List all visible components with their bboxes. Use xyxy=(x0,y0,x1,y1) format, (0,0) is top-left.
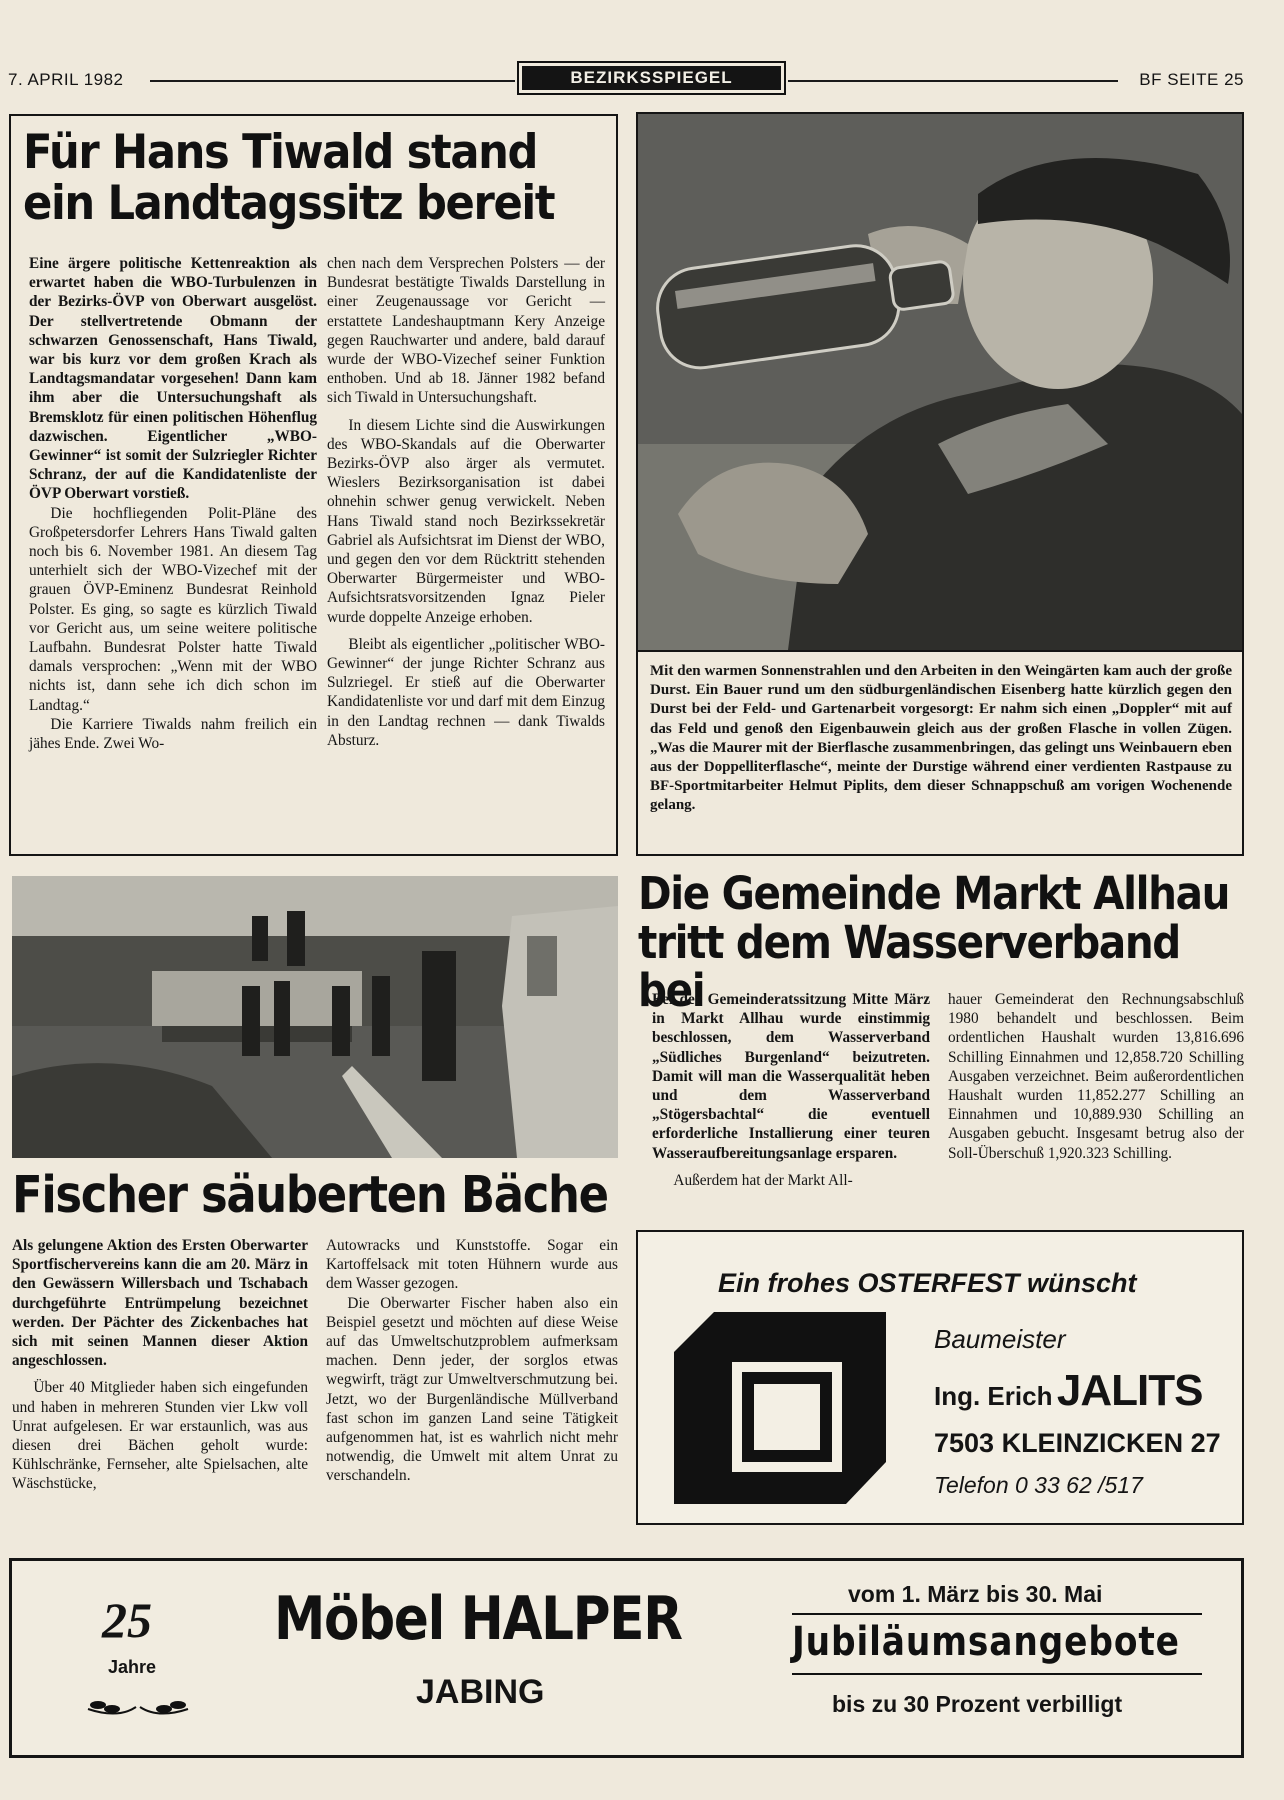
article-fischer-column-1 xyxy=(12,1236,308,1494)
ad-halper-years-label: Jahre xyxy=(108,1657,157,1677)
ad-jalits-title: Baumeister xyxy=(934,1324,1066,1354)
ad-halper-years-number: 25 xyxy=(102,1592,152,1648)
article-tiwald-column-2 xyxy=(327,254,605,750)
ad-jalits-phone: Telefon 0 33 62 /517 xyxy=(934,1472,1143,1498)
photo-fishermen xyxy=(12,876,618,1158)
ad-jalits-name-prefix: Ing. Erich xyxy=(934,1381,1053,1411)
headline-line-1: Für Hans Tiwald stand xyxy=(23,125,538,180)
ad-jalits-box xyxy=(636,1230,1244,1525)
section-label: BEZIRKSSPIEGEL xyxy=(522,66,781,90)
ad-halper-company: Möbel HALPER xyxy=(274,1584,682,1654)
article-allhau-column-2 xyxy=(948,990,1244,1163)
article-tiwald-headline xyxy=(23,125,612,231)
article-tiwald-paragraph: chen nach dem Versprechen Polsters — der Bundesrat bestätigte Tiwalds Darstellung in einer Zeugenaussage vor Gericht — erstattete Landeshauptmann Kery Anzeige gegen Rauchwarter und andere, bald darauf wurde der WBO-Vizechef seiner Funktion enthoben. Und ab 18. Jänner 1982 befand sich Tiwald in Untersuchungshaft. xyxy=(327,255,605,407)
article-tiwald-box xyxy=(9,114,618,856)
article-fischer-paragraph: Die Oberwarter Fischer haben also ein Beispiel gesetzt und möchten auf diese Weise auf das Umweltschutzproblem aufmerksam machen. Denn jeder, der sorglos etwas wegwirft, trägt zur Umweltverschmutzung bei. Jetzt, wo der Burgenländische Müllverband fast schon im ganzen Land seine Tätigkeit aufgenommen hat, ist es wahrlich nicht mehr notwendig, die Umwelt mit altem Unrat zu verschandeln. xyxy=(326,1294,618,1485)
ad-halper-period: vom 1. März bis 30. Mai xyxy=(848,1581,1103,1607)
article-allhau-column-1 xyxy=(652,990,930,1190)
article-tiwald-paragraph: Bleibt als eigentlicher „politischer WBO-Gewinner“ der junge Richter Schranz aus Sulzriegel. Er stieß auf die Oberwarter Kandidatenliste vor und darf mit dem Einzug in den Landtag rechnen — dank Tiwalds Absturz. xyxy=(327,635,605,749)
article-tiwald-lead: Eine ärgere politische Kettenreaktion als erwartet haben die WBO-Turbulenzen in der Bezirks-ÖVP von Oberwart ausgelöst. Der stellvertretende Obmann der schwarzen Genossenschaft, Hans Tiwald, war bis kurz vor dem großen Krach als Landtagsmandatar vorgesehen! Dann kam ihm aber die Untersuchungshaft als Bremsklotz für einen politischen Höhenflug dazwischen. Eigentlicher „WBO-Gewinner“ ist somit der Sulzriegler Richter Schranz, der auf die Kandidatenliste der ÖVP Oberwart vorstieß. xyxy=(29,255,317,503)
article-tiwald-column-1 xyxy=(29,254,317,753)
article-fischer-paragraph: Autowracks und Kunststoffe. Sogar ein Kartoffelsack mit toten Hühnern wurde aus dem Wasser gezogen. xyxy=(326,1237,618,1293)
ad-halper-city: JABING xyxy=(416,1673,545,1711)
article-tiwald-paragraph: Die Karriere Tiwalds nahm freilich ein jähes Ende. Zwei Wo- xyxy=(29,715,317,753)
photo-farmer-drinking xyxy=(638,114,1242,650)
article-fischer-lead: Als gelungene Aktion des Ersten Oberwarter Sportfischervereins kann die am 20. März in den Gewässern Willersbach und Tschabach durchgeführte Entrümpelung bezeichnet werden. Der Pächter des Zickenbaches hat sich mit seinen Mannen dieser Aktion angeschlossen. xyxy=(12,1237,308,1370)
ad-halper-rule-bottom xyxy=(792,1673,1202,1675)
farmer-drinking-illustration xyxy=(638,114,1242,650)
header-rule-right xyxy=(788,80,1118,82)
article-tiwald-paragraph: Die hochfliegenden Polit-Pläne des Großpetersdorfer Lehrers Hans Tiwald galten noch bis 6. November 1981. An diesem Tag unterhielt sich der WBO-Vizechef mit der grauen ÖVP-Eminenz Bundesrat Reinhold Polster. Es ging, so sagte es kürzlich Tiwald vor Gericht aus, um seine weitere politische Laufbahn. Bundesrat Polster hatte Tiwald damals versprochen: „Wenn mit der WBO nichts ist, dann sehe ich dich schon im Landtag.“ xyxy=(29,504,317,714)
article-fischer-paragraph: Über 40 Mitglieder haben sich eingefunden und haben in mehreren Stunden vier Lkw voll Unrat aufgelesen. Er war erstaunlich, was aus diesen drei Bächen geholt wurde: Kühlschränke, Fernseher, alte Spielsachen, alte Wäschstücke, xyxy=(12,1379,308,1493)
ad-halper-box xyxy=(9,1558,1244,1758)
article-fischer-headline: Fischer säuberten Bäche xyxy=(12,1166,608,1225)
headline-line-2: ein Landtagssitz bereit xyxy=(23,175,555,231)
ad-jalits-logo-icon xyxy=(674,1312,886,1504)
headline-line-2: tritt dem Wasserverband bei xyxy=(638,915,1180,1018)
headline-line-1: Die Gemeinde Markt Allhau xyxy=(638,867,1230,920)
ad-jalits-name xyxy=(934,1366,1203,1416)
article-fischer-column-2 xyxy=(326,1236,618,1486)
fishermen-cleanup-illustration xyxy=(12,876,618,1158)
photo-farmer-box xyxy=(636,112,1244,856)
ad-jalits-address: 7503 KLEINZICKEN 27 xyxy=(934,1428,1221,1458)
article-allhau-paragraph: Außerdem hat der Markt All- xyxy=(673,1171,853,1189)
header-rule-left xyxy=(150,80,515,82)
page-number: BF SEITE 25 xyxy=(1139,70,1244,89)
ad-jalits-name-main: JALITS xyxy=(1056,1366,1203,1415)
section-label-box xyxy=(517,61,786,95)
ad-halper-discount: bis zu 30 Prozent verbilligt xyxy=(832,1691,1123,1717)
caption-divider xyxy=(638,650,1242,652)
photo-farmer-caption: Mit den warmen Sonnenstrahlen und den Arbeiten in den Weingärten kam auch der große Durst. Ein Bauer rund um den südburgenländischen Eisenberg hatte kürzlich gegen den Durst bei der Feld- und Gartenarbeit vorgesorgt: Er nahm sich einen „Doppler“ mit auf das Feld und genoß den Eigenbauwein gleich aus der großen Flasche in vollen Zügen. „Was die Maurer mit der Bierflasche zusammenbringen, das gelingt uns Weinbauern eben aus der Doppelliterflasche“, meinte der Durstige während einer verdienten Rastpause zu BF-Sportmitarbeiter Helmut Piplits, dem dieser Schnappschuß am vorigen Wochenende gelang. xyxy=(650,663,1232,814)
ad-halper-offer: Jubiläumsangebote xyxy=(792,1619,1180,1665)
article-tiwald-paragraph: In diesem Lichte sind die Auswirkungen des WBO-Skandals auf die Oberwarter Bezirks-ÖVP also ärger als vermutet. Wieslers Bezirksorganisation ist dabei ohnehin schwer genug verwickelt. Neben Hans Tiwald stand noch Bezirkssekretär Gabriel als Aufsichtsrat im Dienst der WBO, und gegen den vor dem Rücktritt stehenden Oberwarter Bürgermeister und WBO-Aufsichtsratsvorsitzenden Ignaz Pieler wurde doppelte Anzeige erhoben. xyxy=(327,416,605,626)
laurel-icon xyxy=(78,1679,198,1719)
article-allhau-paragraph: hauer Gemeinderat den Rechnungsabschluß 1980 behandelt und beschlossen. Beim ordentlichen Haushalt wurden 13,816.696 Schilling Einnahmen und 12,858.720 Schilling Ausgaben verzeichnet. Beim außerordentlichen Haushalt wurden 11,852.277 Schilling an Einnahmen und 10,889.930 Schilling an Ausgaben gebucht. Insgesamt betrug also der Soll-Überschuß 1,920.323 Schilling. xyxy=(948,991,1244,1162)
issue-date: 7. APRIL 1982 xyxy=(8,70,124,89)
ad-jalits-greeting: Ein frohes OSTERFEST wünscht xyxy=(718,1268,1137,1298)
article-allhau-lead: Bei der Gemeinderatssitzung Mitte März in Markt Allhau wurde einstimmig beschlossen, dem Wasserverband „Südliches Burgenland“ beizutreten. Damit will man die Wasserqualität heben und dem Wasserverband „Stögersbachtal“ die eventuell erforderliche Installierung einer teuren Wasseraufbereitungsanlage ersparen. xyxy=(652,991,930,1162)
ad-halper-rule-top xyxy=(792,1613,1202,1615)
